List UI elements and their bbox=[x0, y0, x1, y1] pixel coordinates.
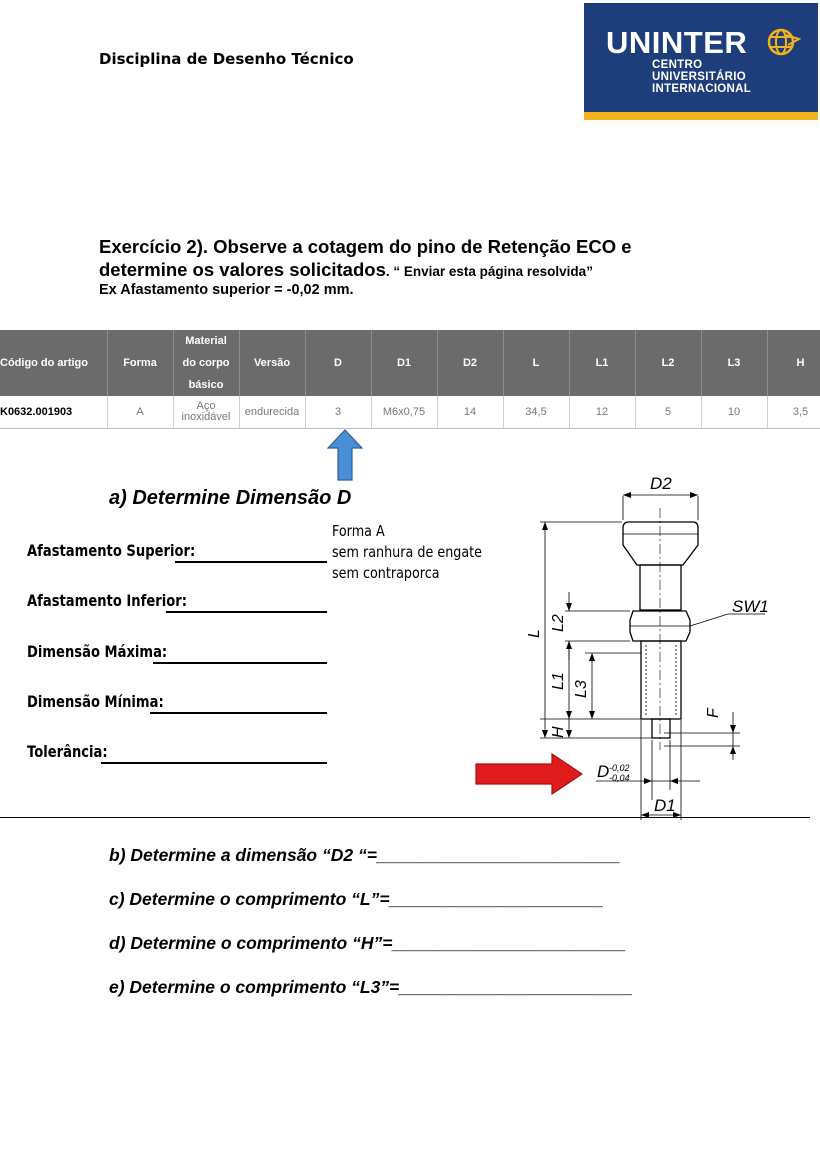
field-label-upper-deviation: Afastamento Superior: bbox=[27, 541, 196, 560]
question-a-title: a) Determine Dimensão D bbox=[109, 487, 352, 509]
forma-line: sem contraporca bbox=[332, 564, 440, 582]
label-d-upper: -0,02 bbox=[609, 763, 630, 773]
answer-line-lower-deviation[interactable] bbox=[166, 611, 327, 613]
table-cell: 34,5 bbox=[503, 396, 569, 429]
uninter-logo bbox=[584, 3, 818, 120]
label-h: H bbox=[550, 726, 567, 738]
col-header: H bbox=[767, 330, 820, 396]
answer-line-min-dimension[interactable] bbox=[150, 712, 327, 714]
logo-subtitle-1: CENTRO bbox=[652, 59, 703, 71]
col-header: L2 bbox=[635, 330, 701, 396]
label-d1: D1 bbox=[654, 796, 676, 815]
label-l3: L3 bbox=[573, 680, 590, 698]
exercise-line-2 bbox=[99, 259, 593, 281]
label-l2: L2 bbox=[550, 614, 567, 632]
table-cell: 5 bbox=[635, 396, 701, 429]
table-cell: 12 bbox=[569, 396, 635, 429]
table-cell: K0632.001903 bbox=[0, 396, 107, 429]
logo-accent-bar bbox=[584, 112, 818, 120]
exercise-line-1: Exercício 2). Observe a cotagem do pino de Retenção ECO e bbox=[99, 236, 632, 257]
forma-line: Forma A bbox=[332, 522, 385, 540]
col-header: D bbox=[305, 330, 371, 396]
question-c: c) Determine o comprimento “L”=______________________ bbox=[109, 889, 604, 909]
logo-subtitle-2: UNIVERSITÁRIO bbox=[652, 71, 746, 83]
globe-icon bbox=[764, 25, 804, 59]
table-cell: Aço inoxidável bbox=[173, 396, 239, 429]
up-arrow-icon bbox=[325, 428, 365, 482]
course-title: Disciplina de Desenho Técnico bbox=[99, 50, 354, 68]
table-row bbox=[0, 396, 820, 429]
col-header: Código do artigo bbox=[0, 330, 107, 396]
exercise-line-2-main: determine os valores solicitados bbox=[99, 259, 386, 280]
table-header-row bbox=[0, 330, 820, 396]
answer-line-upper-deviation[interactable] bbox=[175, 561, 327, 563]
col-header: D2 bbox=[437, 330, 503, 396]
field-label-tolerance: Tolerância: bbox=[27, 742, 108, 761]
section-divider bbox=[0, 817, 810, 818]
field-label-max-dimension: Dimensão Máxima: bbox=[27, 642, 168, 661]
question-e: e) Determine o comprimento “L3”=________________________ bbox=[109, 977, 633, 997]
col-header: Forma bbox=[107, 330, 173, 396]
label-d2: D2 bbox=[650, 474, 672, 493]
label-sw1: SW1 bbox=[732, 597, 769, 616]
col-header: D1 bbox=[371, 330, 437, 396]
answer-line-max-dimension[interactable] bbox=[153, 662, 327, 664]
field-label-lower-deviation: Afastamento Inferior: bbox=[27, 591, 187, 610]
right-arrow-icon bbox=[474, 752, 586, 796]
label-d-lower: -0,04 bbox=[609, 773, 630, 783]
label-d: D bbox=[597, 762, 610, 781]
col-header: L bbox=[503, 330, 569, 396]
col-header: L1 bbox=[569, 330, 635, 396]
answer-line-tolerance[interactable] bbox=[101, 762, 327, 764]
spec-table bbox=[0, 330, 820, 429]
exercise-example: Ex Afastamento superior = -0,02 mm. bbox=[99, 282, 354, 298]
label-l1: L1 bbox=[550, 672, 567, 690]
col-header: L3 bbox=[701, 330, 767, 396]
table-cell: 3,5 bbox=[767, 396, 820, 429]
col-header: Versão bbox=[239, 330, 305, 396]
logo-subtitle-3: INTERNACIONAL bbox=[652, 83, 752, 95]
table-cell: M6x0,75 bbox=[371, 396, 437, 429]
logo-name: UNINTER bbox=[606, 25, 748, 60]
forma-line: sem ranhura de engate bbox=[332, 543, 483, 561]
forma-note bbox=[332, 521, 482, 584]
field-label-min-dimension: Dimensão Mínima: bbox=[27, 692, 164, 711]
col-header: Material do corpo básico bbox=[173, 330, 239, 396]
question-d: d) Determine o comprimento “H”=________________________ bbox=[109, 933, 627, 953]
table-cell: 3 bbox=[305, 396, 371, 429]
table-cell: endurecida bbox=[239, 396, 305, 429]
exercise-send-note: . “ Enviar esta página resolvida” bbox=[385, 264, 593, 279]
table-cell: 10 bbox=[701, 396, 767, 429]
table-cell: 14 bbox=[437, 396, 503, 429]
label-f: F bbox=[705, 708, 722, 718]
label-l: L bbox=[526, 629, 543, 638]
question-b: b) Determine a dimensão “D2 “=_________________________ bbox=[109, 845, 621, 865]
table-cell: A bbox=[107, 396, 173, 429]
